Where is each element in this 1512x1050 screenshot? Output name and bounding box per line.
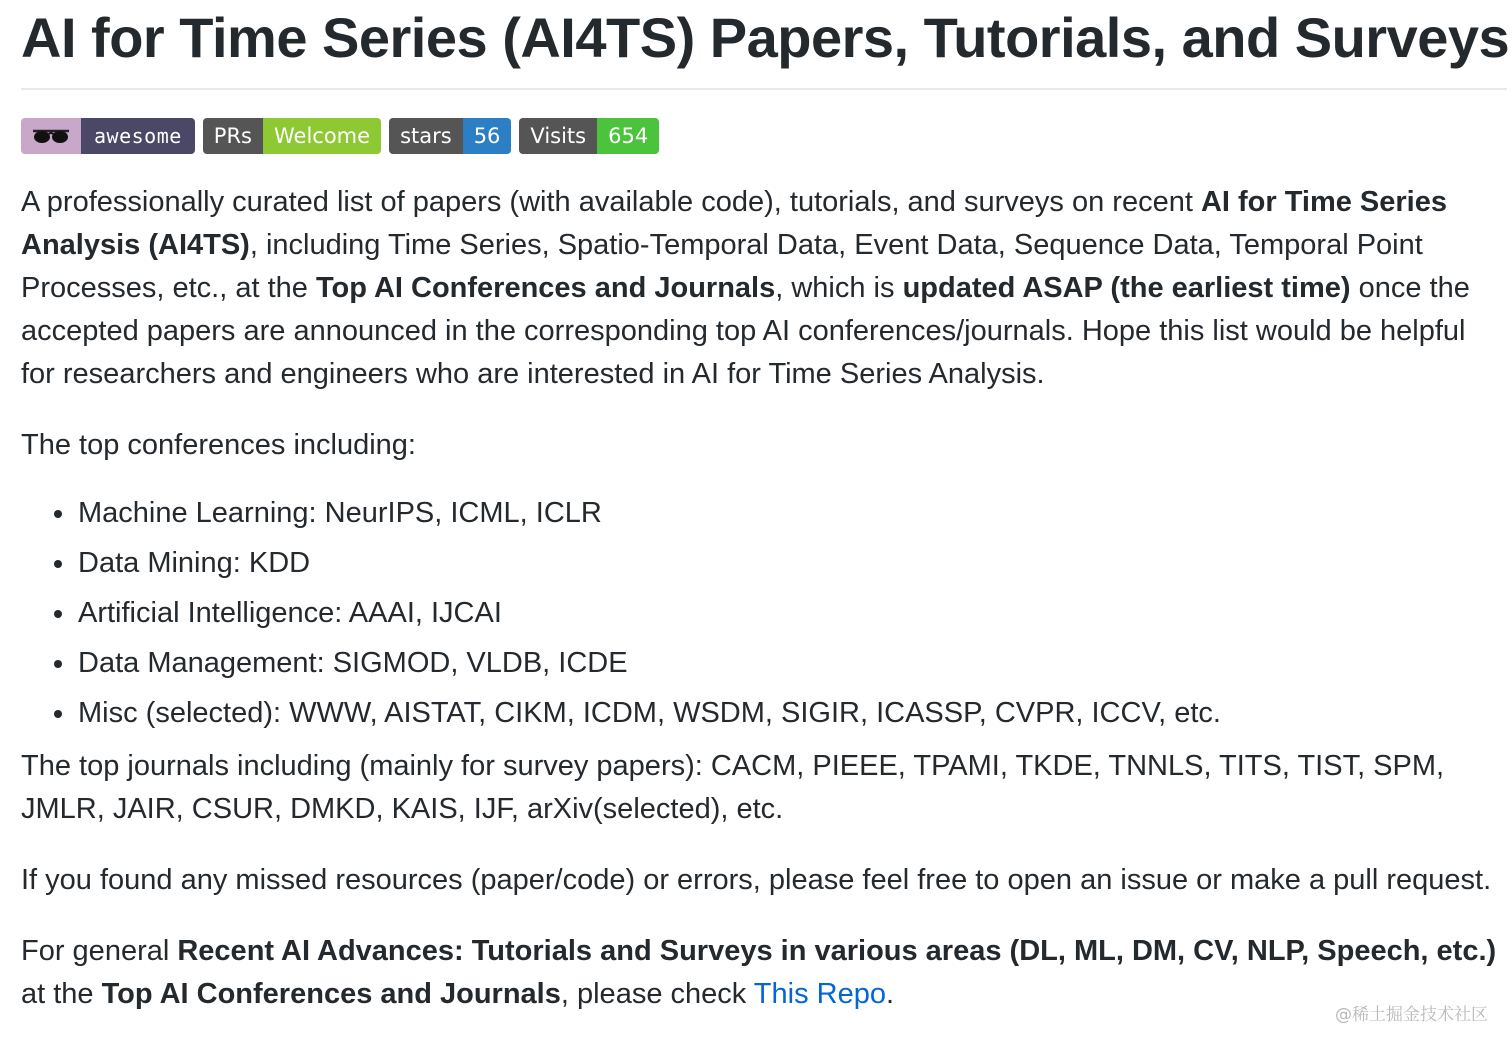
general-bold-2: Top AI Conferences and Journals xyxy=(101,978,561,1010)
intro-text-3: , which is xyxy=(775,272,903,304)
intro-bold-1: AI for Time Series Analysis (AI4TS) xyxy=(21,186,1447,261)
missed-resources-paragraph: If you found any missed resources (paper/code) or errors, please feel free to open an issue or make a pull request. xyxy=(21,864,1492,896)
awesome-badge[interactable] xyxy=(21,118,195,154)
awesome-badge-label: awesome xyxy=(81,118,195,154)
list-item: Data Mining: KDD xyxy=(78,545,1507,581)
list-item: Machine Learning: NeurIPS, ICML, ICLR xyxy=(78,495,1507,531)
prs-badge-value: Welcome xyxy=(263,118,381,154)
stars-badge-value: 56 xyxy=(463,118,512,154)
general-bold-1: Recent AI Advances: Tutorials and Surveys in various areas (DL, ML, DM, CV, NLP, Speech, etc.) xyxy=(177,935,1497,967)
intro-text-4: once the accepted papers are announced in the corresponding top AI conferences/journals. Hope this list would be helpful for researchers and engineers who are interested in AI for Time Series Analysis. xyxy=(21,272,1470,390)
this-repo-link[interactable]: This Repo xyxy=(753,978,886,1010)
visits-badge-value: 654 xyxy=(597,118,659,154)
readme-page xyxy=(21,0,1510,1016)
page-title: AI for Time Series (AI4TS) Papers, Tutorials, and Surveys xyxy=(21,6,1510,69)
stars-badge-label: stars xyxy=(389,118,463,154)
visits-badge-label: Visits xyxy=(519,118,597,154)
general-text-2: at the xyxy=(21,978,102,1010)
list-item: Artificial Intelligence: AAAI, IJCAI xyxy=(78,595,1507,631)
intro-paragraph xyxy=(21,181,1507,396)
prs-badge-label: PRs xyxy=(203,118,263,154)
intro-text-1: A professionally curated list of papers (with available code), tutorials, and surveys on recent xyxy=(21,186,1201,218)
watermark: @稀土掘金技术社区 xyxy=(1335,1005,1488,1025)
general-text-1: For general xyxy=(21,935,178,967)
general-text-3: , please check xyxy=(560,978,754,1010)
intro-bold-2: Top AI Conferences and Journals xyxy=(315,272,776,304)
intro-text-2: , including Time Series, Spatio-Temporal Data, Event Data, Sequence Data, Temporal Point Processes, etc., at the xyxy=(21,229,1423,304)
title-divider xyxy=(21,88,1507,90)
conferences-heading: The top conferences including: xyxy=(21,429,416,461)
list-item: Misc (selected): WWW, AISTAT, CIKM, ICDM, WSDM, SIGIR, ICASSP, CVPR, ICCV, etc. xyxy=(78,695,1507,731)
sunglasses-icon xyxy=(21,118,81,154)
badge-row xyxy=(21,118,1507,154)
prs-welcome-badge[interactable] xyxy=(203,118,381,154)
conference-list xyxy=(21,495,1507,731)
journals-paragraph: The top journals including (mainly for survey papers): CACM, PIEEE, TPAMI, TKDE, TNNLS, TITS, TIST, SPM, JMLR, JAIR, CSUR, DMKD, KAIS, IJF, arXiv(selected), etc. xyxy=(21,750,1445,825)
intro-bold-3: updated ASAP (the earliest time) xyxy=(902,272,1351,304)
list-item: Data Management: SIGMOD, VLDB, ICDE xyxy=(78,645,1507,681)
stars-badge[interactable] xyxy=(389,118,511,154)
general-paragraph xyxy=(21,930,1507,1016)
visits-badge[interactable] xyxy=(519,118,659,154)
general-text-4: . xyxy=(885,978,895,1010)
